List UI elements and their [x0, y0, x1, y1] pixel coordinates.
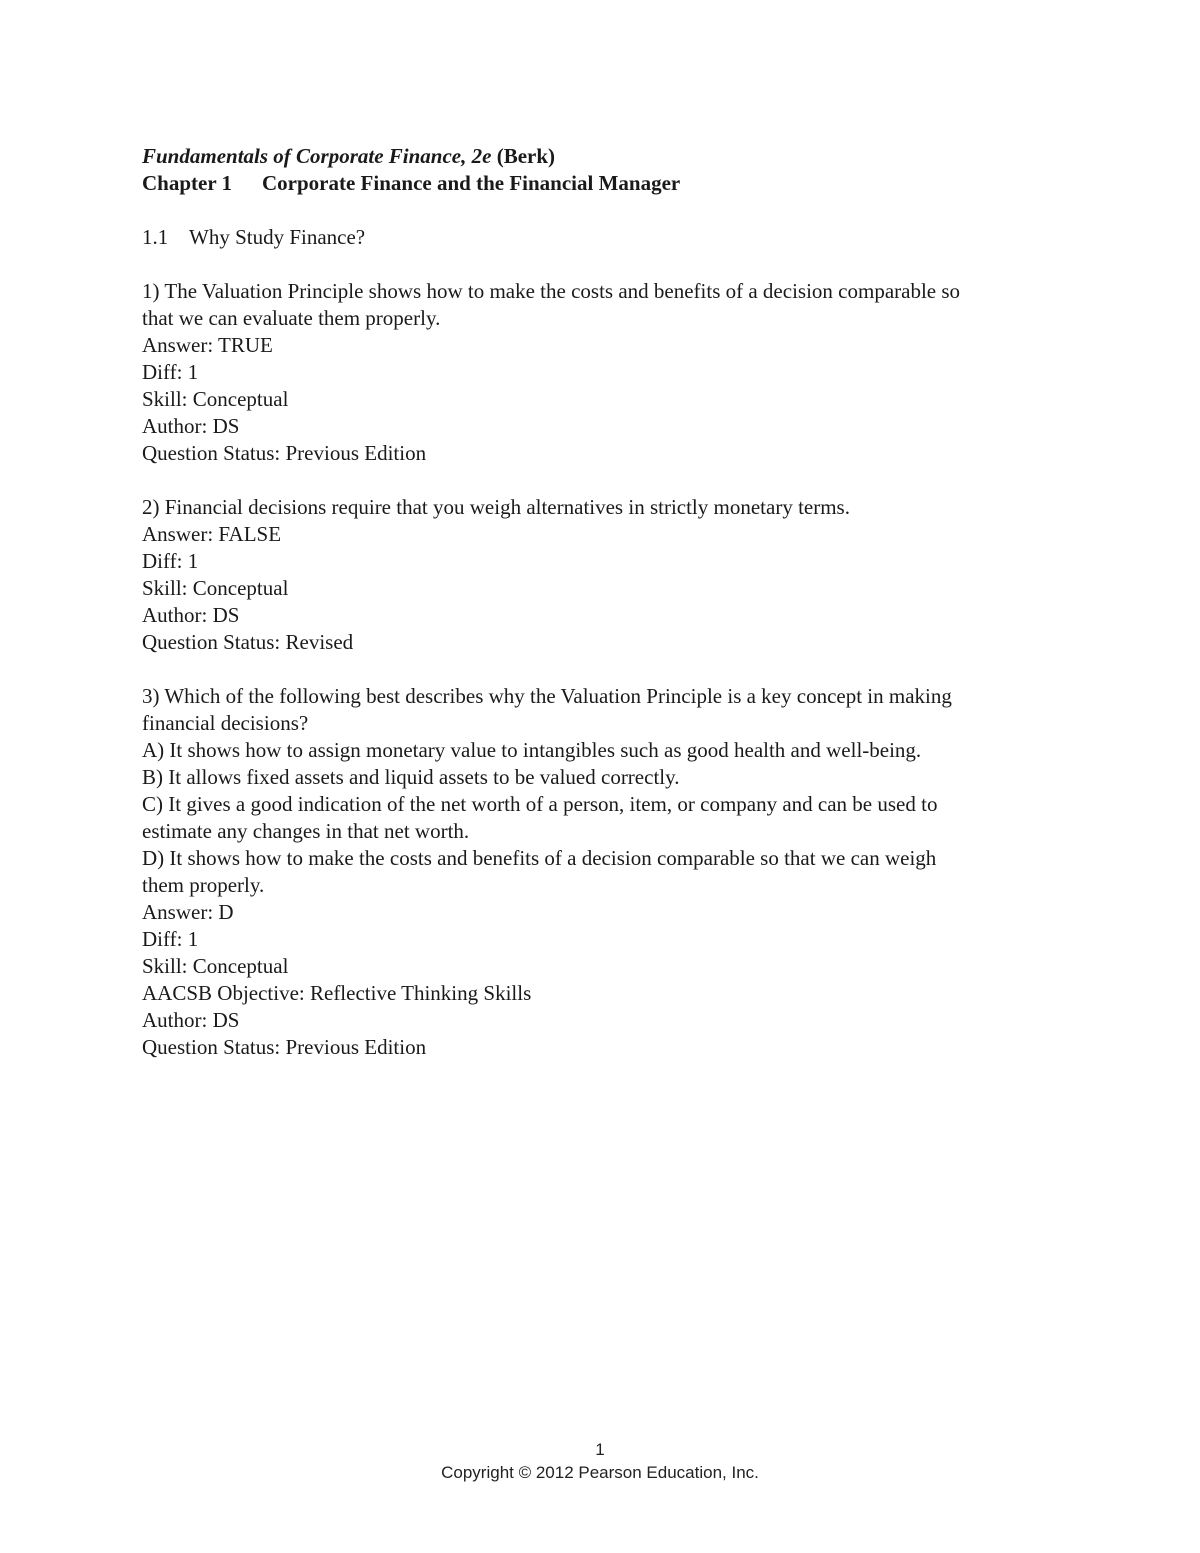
book-title-italic: Fundamentals of Corporate Finance, 2e	[142, 144, 492, 168]
question-skill: Skill: Conceptual	[142, 954, 289, 978]
question-diff: Diff: 1	[142, 927, 199, 951]
question-stem-line: 1) The Valuation Principle shows how to make the costs and benefits of a decision comparable so	[142, 279, 961, 303]
chapter-title: Corporate Finance and the Financial Manager	[262, 171, 681, 195]
book-author: (Berk)	[491, 144, 556, 168]
question-stem-line: that we can evaluate them properly.	[142, 306, 441, 330]
question-option-d-cont: them properly.	[142, 873, 265, 897]
question-author: Author: DS	[142, 1008, 240, 1032]
question-1	[142, 278, 1082, 467]
question-diff: Diff: 1	[142, 549, 199, 573]
page-number: 1	[595, 1440, 605, 1459]
chapter-number: Chapter 1	[142, 171, 233, 195]
question-3	[142, 683, 1082, 1061]
document-body	[142, 143, 1082, 1061]
question-aacsb: AACSB Objective: Reflective Thinking Skills	[142, 981, 532, 1005]
question-option-d: D) It shows how to make the costs and benefits of a decision comparable so that we can weigh	[142, 846, 937, 870]
question-status: Question Status: Previous Edition	[142, 1035, 427, 1059]
question-answer: Answer: D	[142, 900, 234, 924]
question-option-b: B) It allows fixed assets and liquid assets to be valued correctly.	[142, 765, 680, 789]
question-option-c: C) It gives a good indication of the net worth of a person, item, or company and can be used to	[142, 792, 938, 816]
question-status: Question Status: Previous Edition	[142, 441, 427, 465]
copyright-notice: Copyright © 2012 Pearson Education, Inc.	[441, 1463, 759, 1482]
question-stem-line: 2) Financial decisions require that you weigh alternatives in strictly monetary terms.	[142, 495, 850, 519]
question-skill: Skill: Conceptual	[142, 387, 289, 411]
question-option-c-cont: estimate any changes in that net worth.	[142, 819, 470, 843]
question-2	[142, 494, 1082, 656]
section-number: 1.1	[142, 225, 169, 249]
chapter-heading	[142, 170, 1082, 197]
question-status: Question Status: Revised	[142, 630, 354, 654]
question-answer: Answer: TRUE	[142, 333, 273, 357]
question-option-a: A) It shows how to assign monetary value to intangibles such as good health and well-being.	[142, 738, 922, 762]
question-stem-line: 3) Which of the following best describes why the Valuation Principle is a key concept in making	[142, 684, 952, 708]
section-title: Why Study Finance?	[189, 225, 366, 249]
section-heading	[142, 224, 1082, 251]
question-stem-line: financial decisions?	[142, 711, 309, 735]
question-author: Author: DS	[142, 603, 240, 627]
question-author: Author: DS	[142, 414, 240, 438]
question-diff: Diff: 1	[142, 360, 199, 384]
book-title	[142, 143, 1082, 170]
question-skill: Skill: Conceptual	[142, 576, 289, 600]
question-answer: Answer: FALSE	[142, 522, 282, 546]
